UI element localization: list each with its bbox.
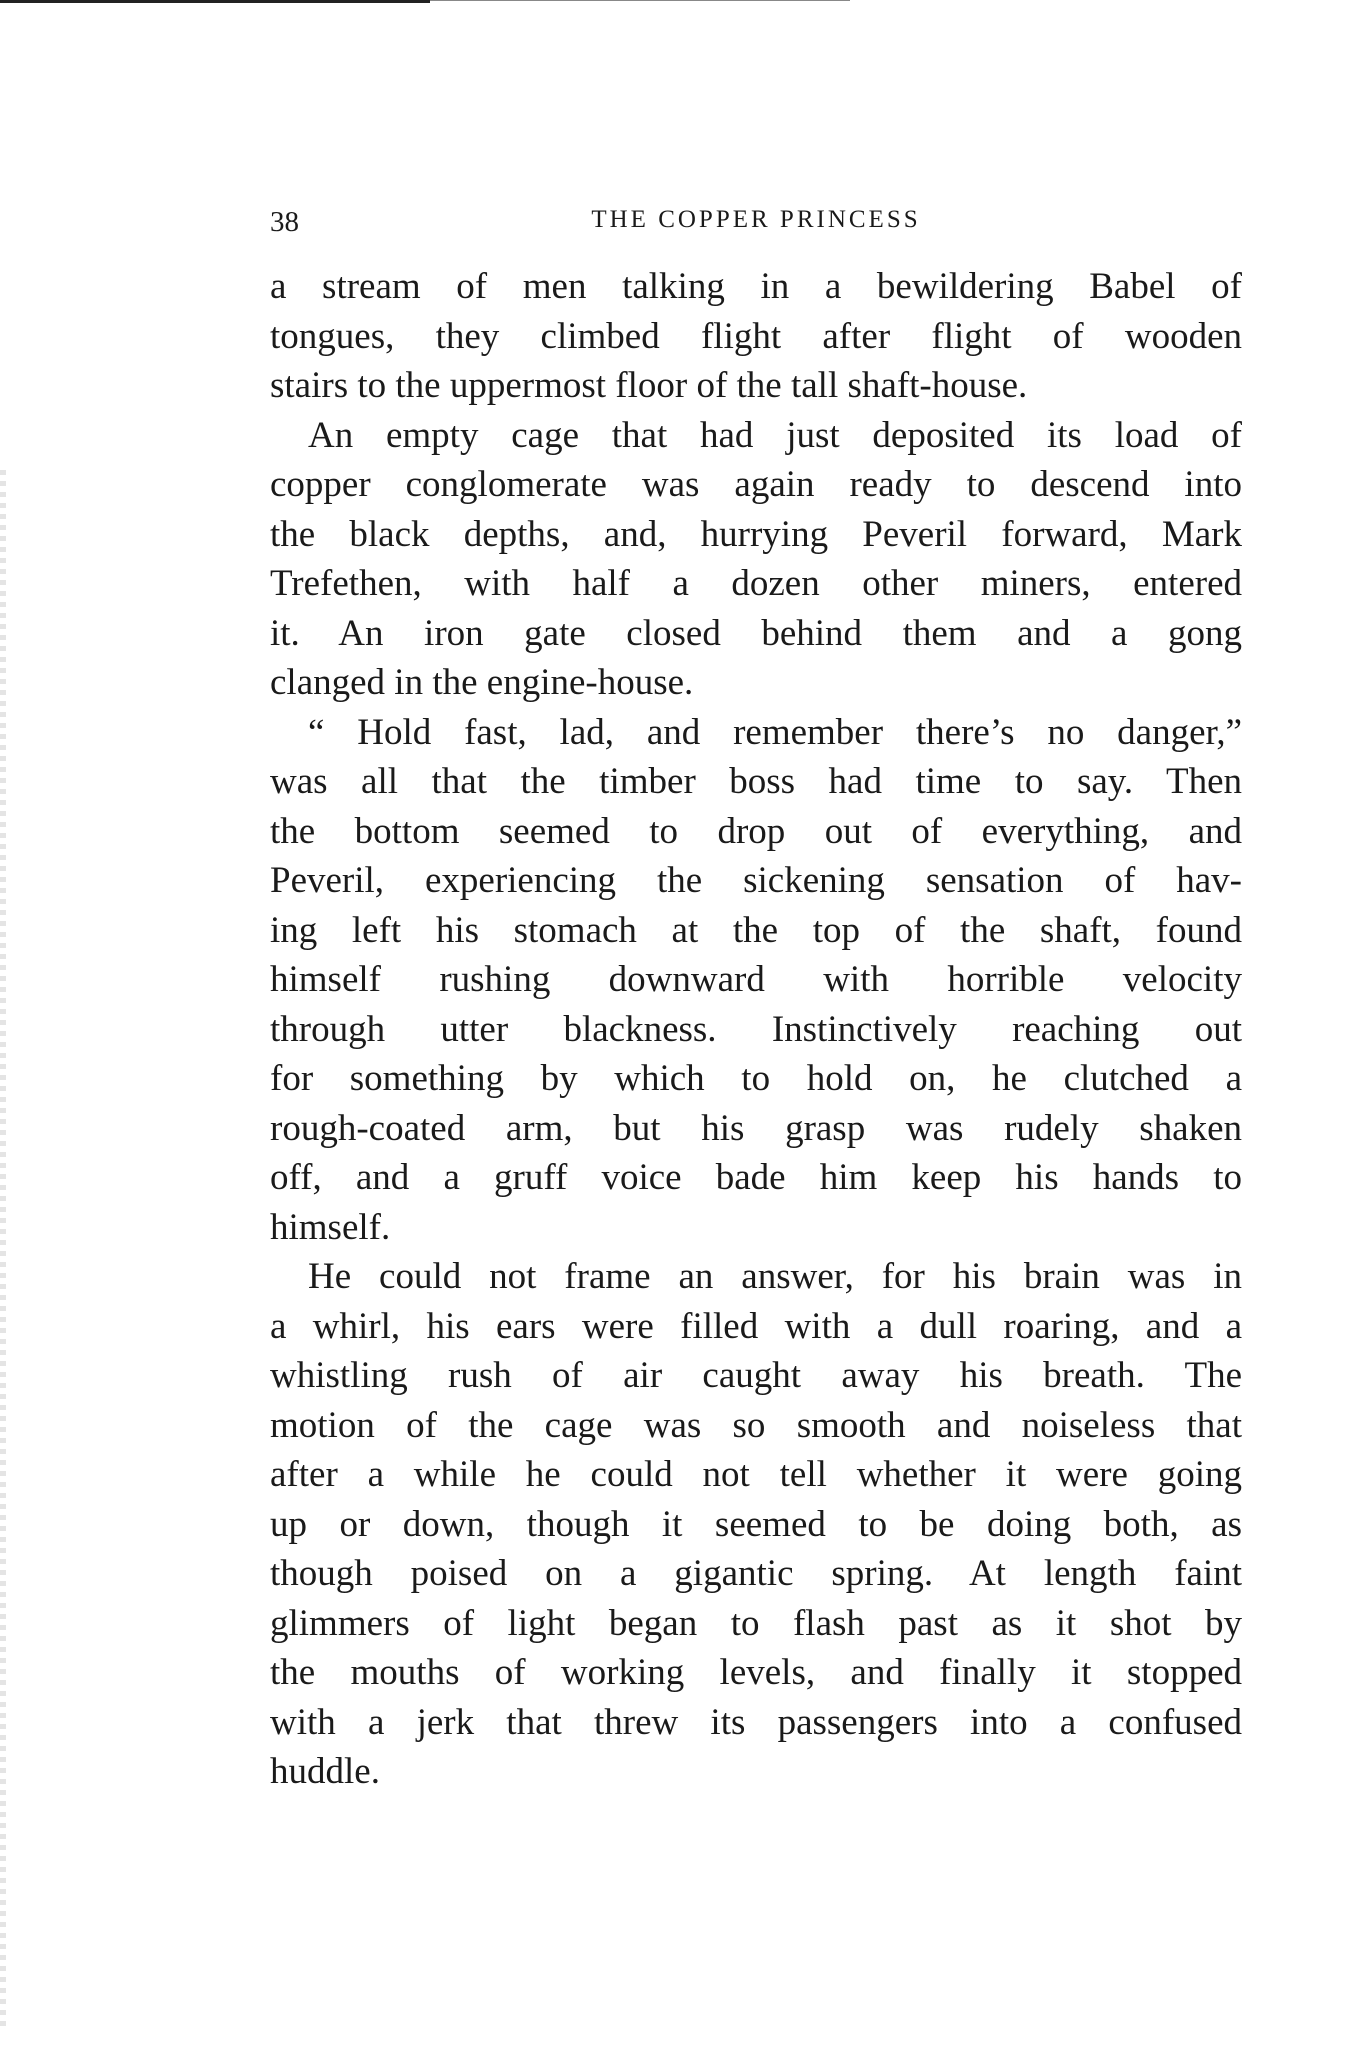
text-line: stairs to the uppermost floor of the tall shaft-house. [270,365,1028,406]
text-line: clanged in the engine-house. [270,662,694,703]
scan-gutter-edge [0,470,6,2030]
paragraph [270,262,1242,411]
scan-top-edge [0,0,430,3]
page-number: 38 [270,206,299,238]
text-line: a stream of men talking in a bewildering Babel of [270,266,1242,307]
text-line: for something by which to hold on, he clutched a [270,1058,1242,1099]
text-line: copper conglomerate was again ready to descend into [270,464,1242,505]
text-line: Trefethen, with half a dozen other miners, entered [270,563,1242,604]
body-text [270,262,1242,1797]
paragraph [270,1252,1242,1797]
text-line: was all that the timber boss had time to say. Then [270,761,1242,802]
text-line: whistling rush of air caught away his breath. The [270,1355,1242,1396]
text-line: the bottom seemed to drop out of everything, and [270,810,1242,852]
text-line: ing left his stomach at the top of the shaft, found [270,909,1242,951]
text-line: the black depths, and, hurrying Peveril forward, Mark [270,513,1242,555]
text-line: it. An iron gate closed behind them and a gong [270,612,1242,654]
paragraph [270,411,1242,708]
text-line: after a while he could not tell whether it were going [270,1454,1242,1495]
text-line: motion of the cage was so smooth and noiseless that [270,1404,1242,1446]
book-page [270,200,1242,1797]
text-line: Peveril, experiencing the sickening sensation of hav- [270,860,1242,901]
text-line: himself rushing downward with horrible velocity [270,959,1242,1000]
text-line: the mouths of working levels, and finally it stopped [270,1652,1242,1693]
text-line: glimmers of light began to flash past as it shot by [270,1602,1242,1644]
text-line: He could not frame an answer, for his brain was in [308,1256,1242,1297]
text-line: rough-coated arm, but his grasp was rudely shaken [270,1107,1242,1149]
text-line: through utter blackness. Instinctively reaching out [270,1008,1242,1050]
text-line: himself. [270,1206,391,1248]
text-line: up or down, though it seemed to be doing both, as [270,1503,1242,1545]
running-head [270,200,1242,240]
text-line: off, and a gruff voice bade him keep his hands to [270,1157,1242,1198]
paragraph [270,708,1242,1253]
scan-top-edge-thin [430,0,850,1]
text-line: An empty cage that had just deposited its load of [308,414,1242,456]
text-line: though poised on a gigantic spring. At length faint [270,1553,1242,1594]
text-line: huddle. [270,1751,380,1792]
text-line: “ Hold fast, lad, and remember there’s no danger,” [308,711,1242,753]
text-line: tongues, they climbed flight after flight of wooden [270,315,1242,357]
running-title: THE COPPER PRINCESS [591,206,921,233]
text-line: with a jerk that threw its passengers into a confused [270,1701,1242,1743]
text-line: a whirl, his ears were filled with a dull roaring, and a [270,1305,1242,1347]
